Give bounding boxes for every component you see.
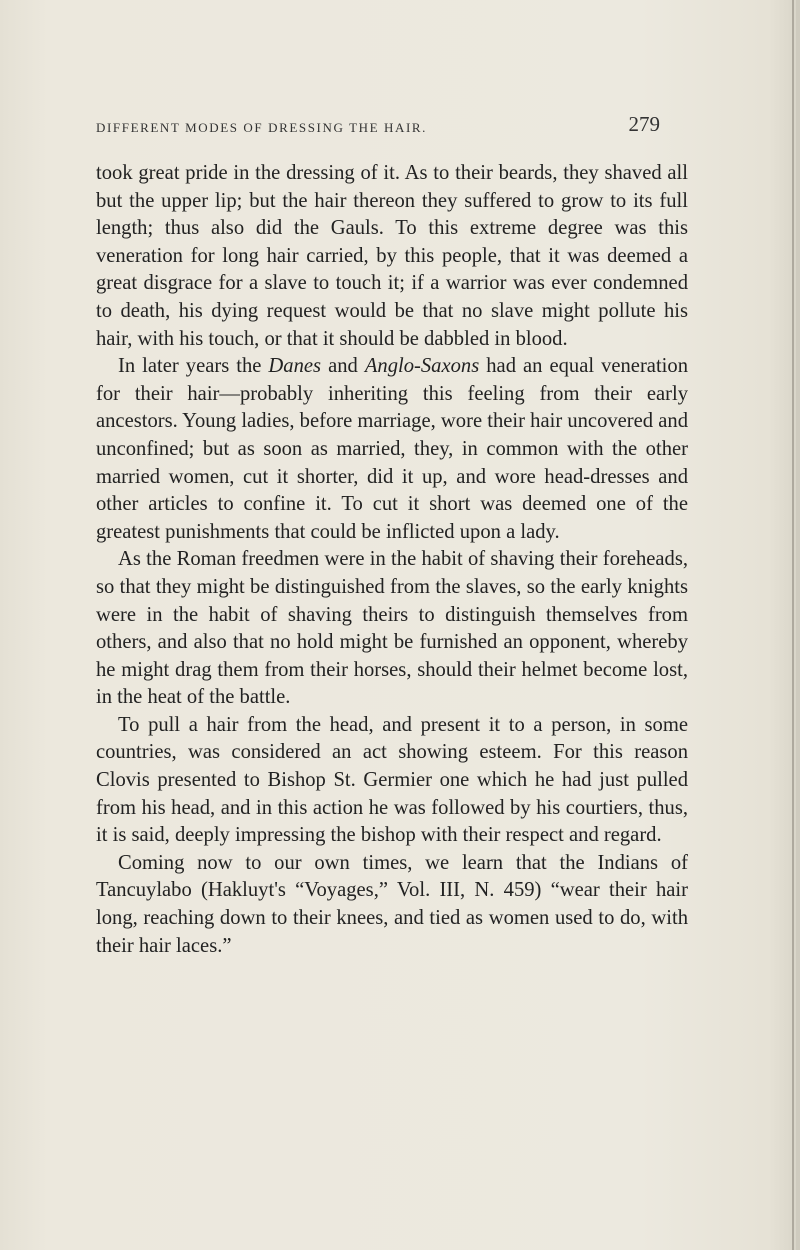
running-head: DIFFERENT MODES OF DRESSING THE HAIR. — [96, 120, 428, 135]
paragraph-1: took great pride in the dressing of it. As to their beards, they shaved all but the upper lip; but the hair thereon they suffered to grow to its full length; thus also did the Gauls. To this extreme degree was this veneration for long hair carried, by this people, that it was deemed a great disgrace for a slave to touch it; if a warrior was ever condemned to death, his dying request would be that no slave might pollute his hair, with his touch, or that it should be dabbled in blood. — [96, 162, 688, 350]
italic-name: Danes — [268, 355, 322, 378]
page-edge-shadow — [796, 0, 800, 1250]
paragraph-4: To pull a hair from the head, and present it to a person, in some countries, was considered an act showing esteem. For this reason Clovis presented to Bishop St. Germier one which he had just pulled from his head, and in this action he was followed by his courtiers, thus, it is said, deeply impressing the bishop with their respect and regard. — [96, 713, 688, 847]
page-header — [96, 112, 660, 142]
italic-name: Anglo-Saxons — [364, 355, 480, 378]
body-text — [96, 160, 688, 960]
paragraph-5: Coming now to our own times, we learn that the Indians of Tancuylabo (Hakluyt's “Voyages,” Vol. III, N. 459) “wear their hair long, reaching down to their knees, and tied as women used to do, with their hair laces.” — [96, 851, 688, 957]
paragraph-3: As the Roman freedmen were in the habit of shaving their foreheads, so that they might be distinguished from the slaves, so the early knights were in the habit of shaving theirs to distinguish themselves from others, and also that no hold might be furnished an opponent, whereby he might drag them from their horses, should their helmet become lost, in the heat of the battle. — [96, 548, 688, 709]
paragraph-2: In later years the Danes and Anglo-Saxons had an equal veneration for their hair—probably inheriting this feeling from their early ancestors. Young ladies, before marriage, wore their hair uncovered and unconfined; but as soon as married, they, in common with the other married women, cut it shorter, did it up, and wore head-dresses and other articles to confine it. To cut it short was deemed one of the greatest punishments that could be inflicted upon a lady. — [96, 355, 688, 543]
page-number: 279 — [628, 112, 660, 136]
page-edge-line — [792, 0, 794, 1250]
